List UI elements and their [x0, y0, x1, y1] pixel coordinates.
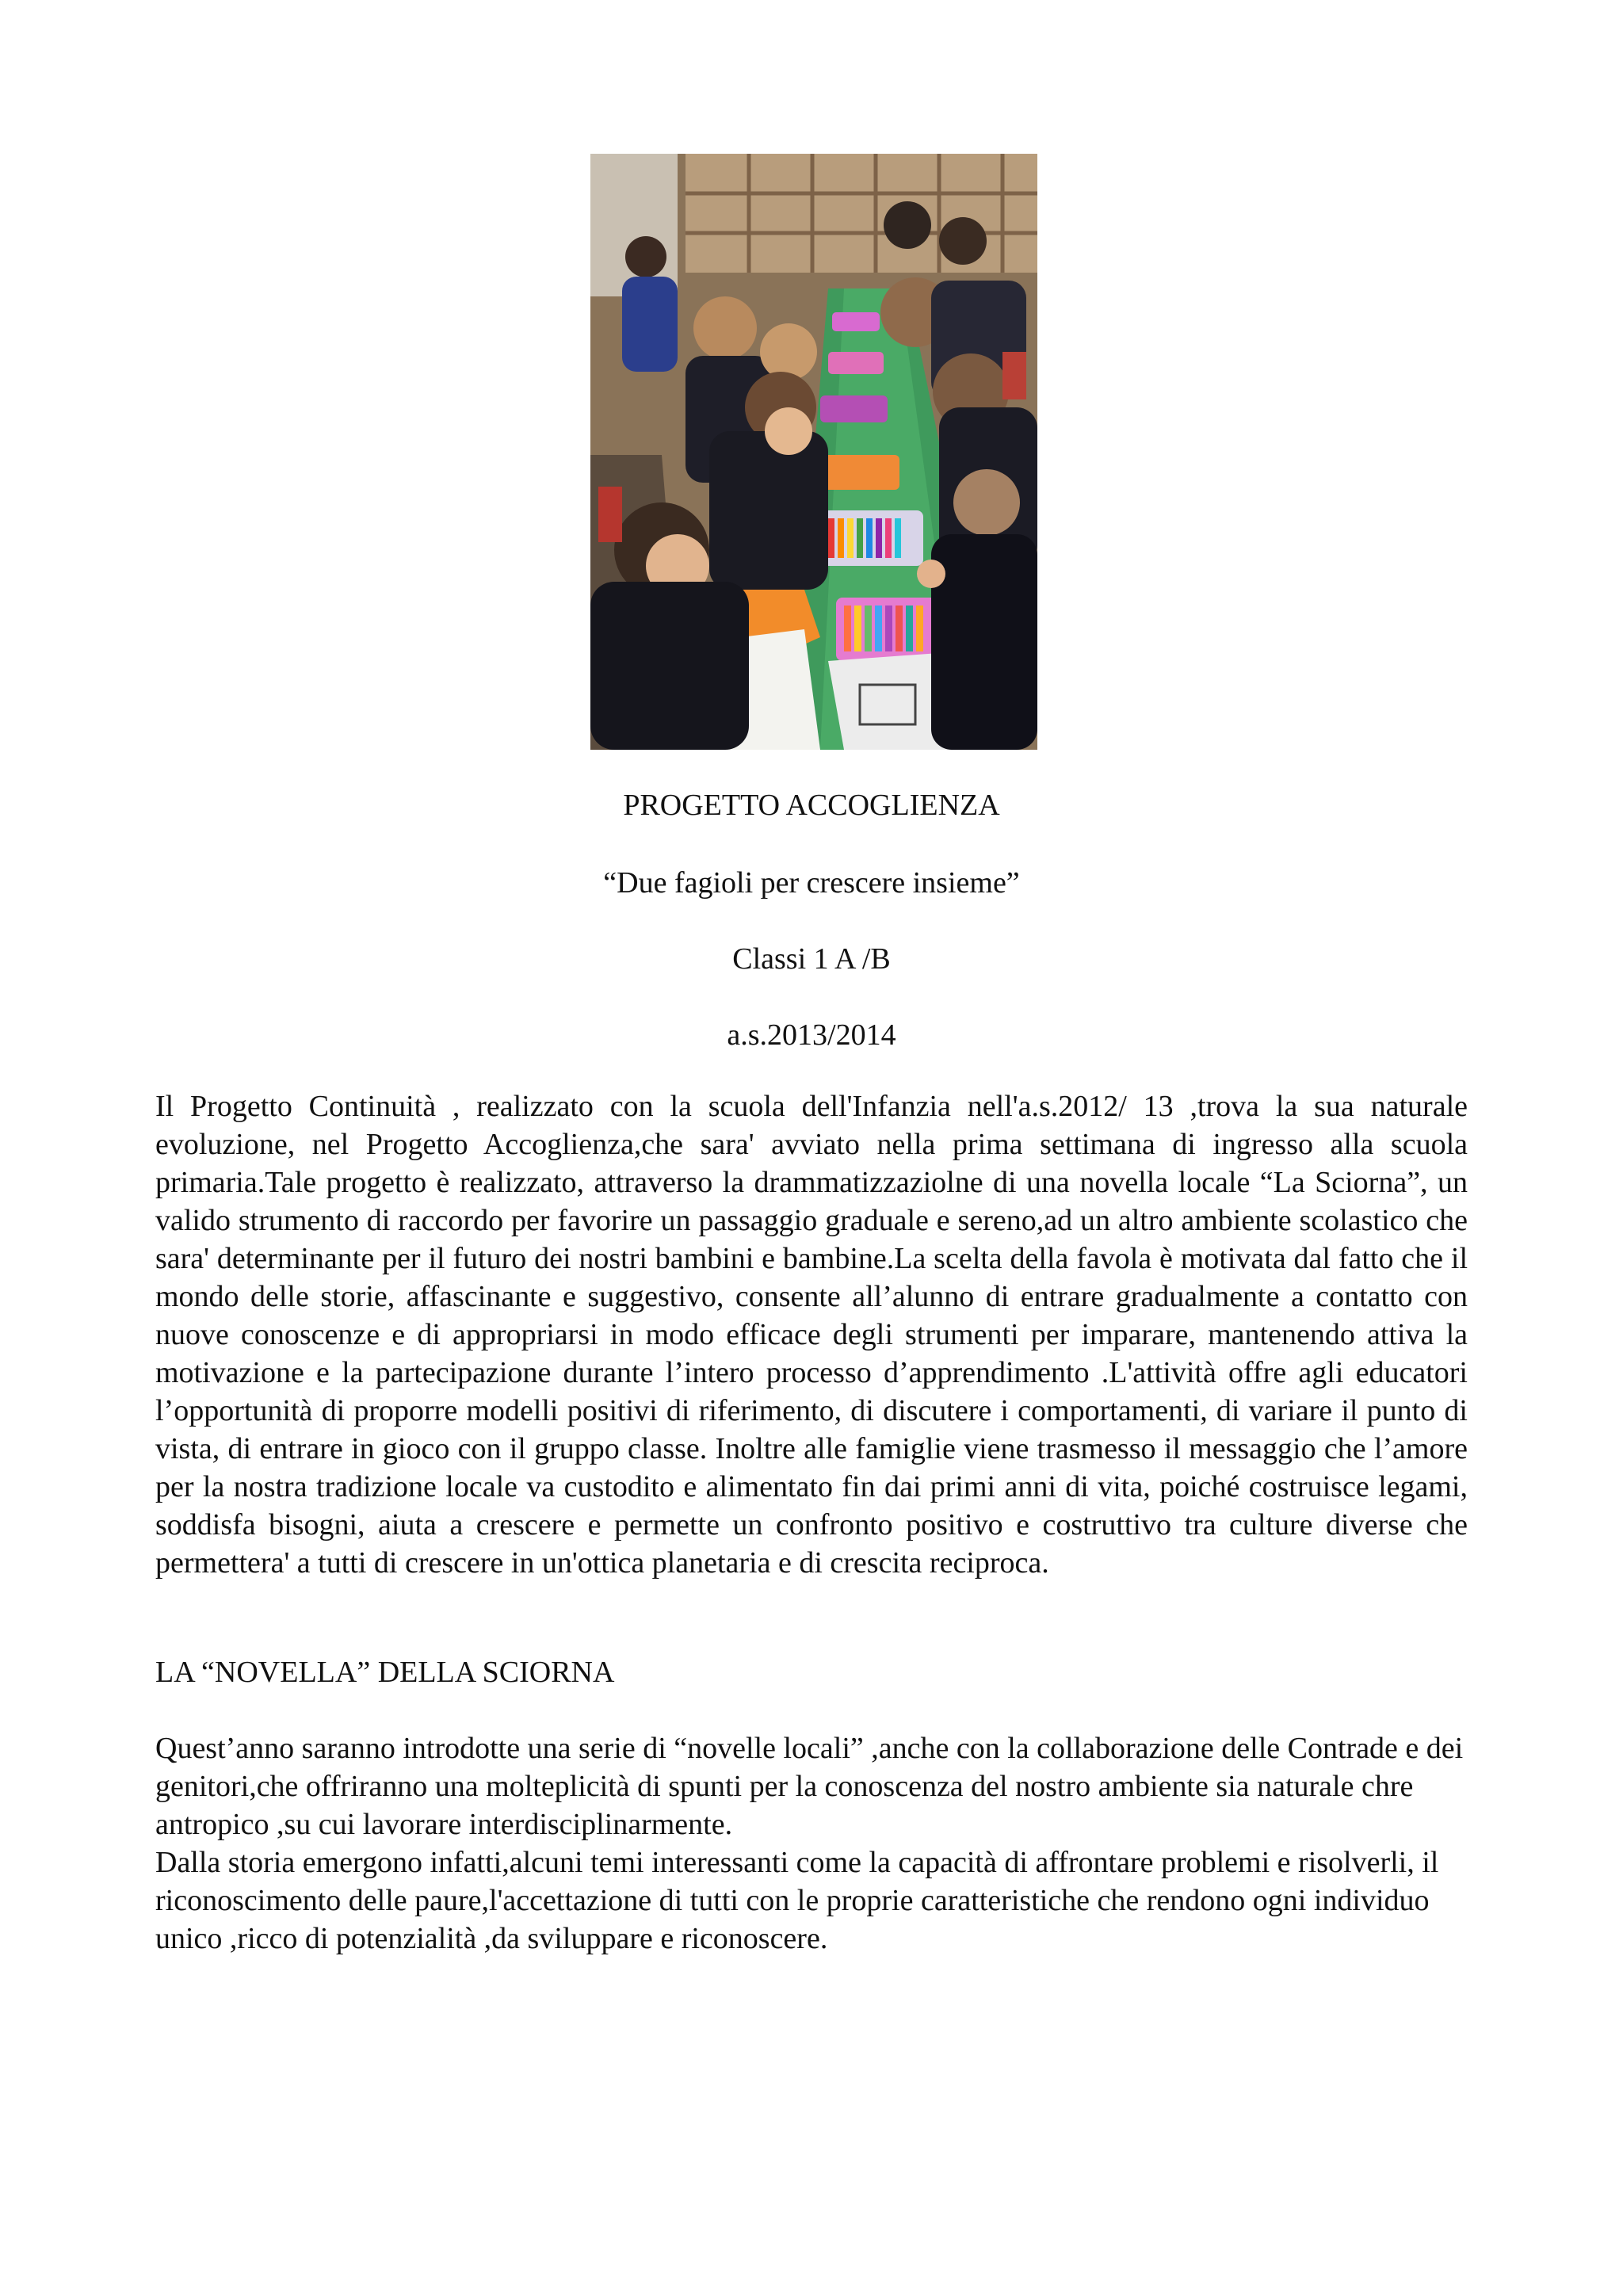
- project-motto: “Due fagioli per crescere insieme”: [603, 866, 1020, 900]
- section-heading: LA “NOVELLA” DELLA SCIORNA: [155, 1656, 615, 1689]
- intro-paragraph: Il Progetto Continuità , realizzato con la scuola dell'Infanzia nell'a.s.2012/ 13 ,trova la sua naturale evoluzione, nel Progetto Accoglienza,che sara' avviato nella prima settimana di ingresso alla scuola primaria.Tale progetto è realizzato, attraverso la drammatizzaziolne di una novella locale “La Sciorna”, un valido strumento di raccordo per favorire un passaggio graduale e sereno,ad un altro ambiente scolastico che sara' determinante per il futuro dei nostri bambini e bambine.La scelta della favola è motivata dal fatto che il mondo delle storie, affascinante e suggestivo, consente all’alunno di entrare gradualmente a contatto con nuove conoscenze e di appropriarsi in modo efficace degli strumenti per imparare, mantenendo attiva la motivazione e la partecipazione durante l’intero processo d’apprendimento .L'attività offre agli educatori l’opportunità di proporre modelli positivi di riferimento, di discutere i comportamenti, di variare il punto di vista, di entrare in gioco con il gruppo classe. Inoltre alle famiglie viene trasmesso il messaggio che l’amore per la nostra tradizione locale va custodito e alimentato fin dai primi anni di vita, poiché costruisce legami, soddisfa bisogni, aiuta a crescere e permette un confronto positivo e costruttivo tra culture diverse che permettera' a tutti di crescere in un'ottica planetaria e di crescita reciproca.: [155, 1090, 1468, 1580]
- project-title: PROGETTO ACCOGLIENZA: [623, 789, 1000, 822]
- school-year-label: a.s.2013/2014: [727, 1018, 896, 1052]
- classes-label: Classi 1 A /B: [732, 942, 891, 976]
- section-paragraph: Dalla storia emergono infatti,alcuni temi interessanti come la capacità di affrontare problemi e risolverli, il riconoscimento delle paure,l'accettazione di tutti con le proprie caratteristiche che rendono ogni individuo unico ,ricco di potenzialità ,da sviluppare e riconoscere.: [155, 1846, 1439, 1955]
- classroom-photo-drawing: [590, 154, 1037, 750]
- classroom-photo: [590, 154, 1037, 750]
- section-paragraph: Quest’anno saranno introdotte una serie di “novelle locali” ,anche con la collaborazione delle Contrade e dei genitori,che offriranno una molteplicità di spunti per la conoscenza del nostro ambiente sia naturale chre antropico ,su cui lavorare interdisciplinarmente.: [155, 1732, 1464, 1841]
